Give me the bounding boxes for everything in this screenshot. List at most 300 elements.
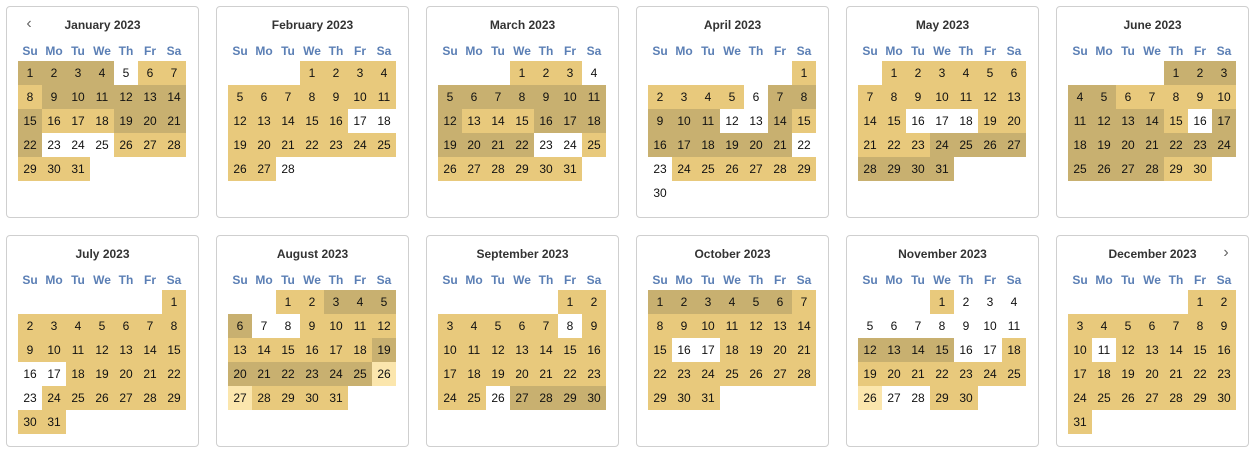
day-cell[interactable]: 17: [978, 338, 1002, 362]
day-cell[interactable]: 2: [1212, 290, 1236, 314]
day-cell[interactable]: 7: [906, 314, 930, 338]
day-cell[interactable]: 5: [720, 85, 744, 109]
day-cell[interactable]: 28: [792, 362, 816, 386]
day-cell[interactable]: 31: [696, 386, 720, 410]
day-cell[interactable]: 11: [348, 314, 372, 338]
day-cell[interactable]: 18: [720, 338, 744, 362]
day-cell[interactable]: 14: [138, 338, 162, 362]
day-cell[interactable]: 13: [768, 314, 792, 338]
day-cell[interactable]: 17: [42, 362, 66, 386]
day-cell[interactable]: 23: [648, 157, 672, 181]
day-cell[interactable]: 4: [1002, 290, 1026, 314]
day-cell[interactable]: 30: [906, 157, 930, 181]
day-cell[interactable]: 4: [66, 314, 90, 338]
day-cell[interactable]: 7: [534, 314, 558, 338]
day-cell[interactable]: 13: [462, 109, 486, 133]
day-cell[interactable]: 1: [558, 290, 582, 314]
day-cell[interactable]: 7: [858, 85, 882, 109]
day-cell[interactable]: 4: [1068, 85, 1092, 109]
day-cell[interactable]: 3: [324, 290, 348, 314]
day-cell[interactable]: 9: [906, 85, 930, 109]
day-cell[interactable]: 1: [162, 290, 186, 314]
day-cell[interactable]: 13: [1116, 109, 1140, 133]
day-cell[interactable]: 14: [486, 109, 510, 133]
day-cell[interactable]: 14: [534, 338, 558, 362]
day-cell[interactable]: 11: [372, 85, 396, 109]
day-cell[interactable]: 20: [882, 362, 906, 386]
day-cell[interactable]: 26: [486, 386, 510, 410]
day-cell[interactable]: 20: [228, 362, 252, 386]
day-cell[interactable]: 25: [720, 362, 744, 386]
day-cell[interactable]: 8: [1188, 314, 1212, 338]
day-cell[interactable]: 12: [744, 314, 768, 338]
day-cell[interactable]: 6: [768, 290, 792, 314]
day-cell[interactable]: 6: [138, 61, 162, 85]
day-cell[interactable]: 27: [114, 386, 138, 410]
day-cell[interactable]: 18: [696, 133, 720, 157]
day-cell[interactable]: 27: [768, 362, 792, 386]
day-cell[interactable]: 1: [792, 61, 816, 85]
day-cell[interactable]: 18: [66, 362, 90, 386]
day-cell[interactable]: 12: [90, 338, 114, 362]
day-cell[interactable]: 30: [582, 386, 606, 410]
day-cell[interactable]: 2: [648, 85, 672, 109]
day-cell[interactable]: 8: [18, 85, 42, 109]
day-cell[interactable]: 11: [90, 85, 114, 109]
day-cell[interactable]: 19: [744, 338, 768, 362]
day-cell[interactable]: 15: [510, 109, 534, 133]
day-cell[interactable]: 24: [696, 362, 720, 386]
day-cell[interactable]: 16: [1188, 109, 1212, 133]
day-cell[interactable]: 12: [438, 109, 462, 133]
day-cell[interactable]: 27: [1116, 157, 1140, 181]
day-cell[interactable]: 26: [372, 362, 396, 386]
day-cell[interactable]: 20: [768, 338, 792, 362]
day-cell[interactable]: 25: [348, 362, 372, 386]
day-cell[interactable]: 16: [18, 362, 42, 386]
day-cell[interactable]: 23: [1212, 362, 1236, 386]
day-cell[interactable]: 28: [276, 157, 300, 181]
day-cell[interactable]: 4: [90, 61, 114, 85]
day-cell[interactable]: 3: [696, 290, 720, 314]
day-cell[interactable]: 26: [1116, 386, 1140, 410]
day-cell[interactable]: 8: [558, 314, 582, 338]
day-cell[interactable]: 1: [300, 61, 324, 85]
day-cell[interactable]: 20: [510, 362, 534, 386]
day-cell[interactable]: 12: [858, 338, 882, 362]
day-cell[interactable]: 21: [768, 133, 792, 157]
day-cell[interactable]: 18: [1002, 338, 1026, 362]
day-cell[interactable]: 9: [582, 314, 606, 338]
day-cell[interactable]: 29: [648, 386, 672, 410]
day-cell[interactable]: 26: [114, 133, 138, 157]
day-cell[interactable]: 6: [228, 314, 252, 338]
day-cell[interactable]: 15: [18, 109, 42, 133]
day-cell[interactable]: 24: [324, 362, 348, 386]
day-cell[interactable]: 17: [1068, 362, 1092, 386]
day-cell[interactable]: 21: [276, 133, 300, 157]
day-cell[interactable]: 1: [648, 290, 672, 314]
day-cell[interactable]: 11: [696, 109, 720, 133]
day-cell[interactable]: 19: [486, 362, 510, 386]
day-cell[interactable]: 18: [954, 109, 978, 133]
day-cell[interactable]: 13: [1002, 85, 1026, 109]
day-cell[interactable]: 8: [300, 85, 324, 109]
day-cell[interactable]: 10: [438, 338, 462, 362]
day-cell[interactable]: 14: [858, 109, 882, 133]
day-cell[interactable]: 23: [1188, 133, 1212, 157]
day-cell[interactable]: 9: [42, 85, 66, 109]
day-cell[interactable]: 22: [162, 362, 186, 386]
day-cell[interactable]: 3: [978, 290, 1002, 314]
day-cell[interactable]: 8: [1164, 85, 1188, 109]
day-cell[interactable]: 5: [228, 85, 252, 109]
day-cell[interactable]: 23: [954, 362, 978, 386]
day-cell[interactable]: 17: [438, 362, 462, 386]
day-cell[interactable]: 3: [1068, 314, 1092, 338]
day-cell[interactable]: 19: [978, 109, 1002, 133]
day-cell[interactable]: 30: [300, 386, 324, 410]
day-cell[interactable]: 27: [882, 386, 906, 410]
day-cell[interactable]: 29: [1188, 386, 1212, 410]
day-cell[interactable]: 15: [162, 338, 186, 362]
day-cell[interactable]: 3: [930, 61, 954, 85]
day-cell[interactable]: 16: [300, 338, 324, 362]
day-cell[interactable]: 17: [696, 338, 720, 362]
day-cell[interactable]: 29: [792, 157, 816, 181]
day-cell[interactable]: 16: [906, 109, 930, 133]
day-cell[interactable]: 12: [486, 338, 510, 362]
day-cell[interactable]: 25: [954, 133, 978, 157]
day-cell[interactable]: 2: [300, 290, 324, 314]
day-cell[interactable]: 15: [1188, 338, 1212, 362]
day-cell[interactable]: 11: [720, 314, 744, 338]
day-cell[interactable]: 28: [858, 157, 882, 181]
day-cell[interactable]: 1: [510, 61, 534, 85]
day-cell[interactable]: 27: [462, 157, 486, 181]
day-cell[interactable]: 31: [1068, 410, 1092, 434]
day-cell[interactable]: 17: [324, 338, 348, 362]
day-cell[interactable]: 21: [792, 338, 816, 362]
day-cell[interactable]: 3: [42, 314, 66, 338]
day-cell[interactable]: 5: [1116, 314, 1140, 338]
day-cell[interactable]: 25: [582, 133, 606, 157]
day-cell[interactable]: 5: [858, 314, 882, 338]
day-cell[interactable]: 9: [648, 109, 672, 133]
day-cell[interactable]: 2: [582, 290, 606, 314]
day-cell[interactable]: 19: [228, 133, 252, 157]
day-cell[interactable]: 17: [672, 133, 696, 157]
day-cell[interactable]: 8: [276, 314, 300, 338]
day-cell[interactable]: 16: [954, 338, 978, 362]
day-cell[interactable]: 16: [648, 133, 672, 157]
day-cell[interactable]: 27: [228, 386, 252, 410]
day-cell[interactable]: 10: [558, 85, 582, 109]
day-cell[interactable]: 14: [1140, 109, 1164, 133]
day-cell[interactable]: 18: [582, 109, 606, 133]
day-cell[interactable]: 17: [1212, 109, 1236, 133]
day-cell[interactable]: 29: [276, 386, 300, 410]
day-cell[interactable]: 6: [462, 85, 486, 109]
day-cell[interactable]: 17: [930, 109, 954, 133]
day-cell[interactable]: 24: [1212, 133, 1236, 157]
day-cell[interactable]: 18: [1068, 133, 1092, 157]
day-cell[interactable]: 23: [582, 362, 606, 386]
day-cell[interactable]: 23: [42, 133, 66, 157]
day-cell[interactable]: 14: [906, 338, 930, 362]
day-cell[interactable]: 15: [930, 338, 954, 362]
day-cell[interactable]: 19: [114, 109, 138, 133]
day-cell[interactable]: 5: [744, 290, 768, 314]
day-cell[interactable]: 6: [1140, 314, 1164, 338]
day-cell[interactable]: 8: [510, 85, 534, 109]
day-cell[interactable]: 16: [324, 109, 348, 133]
day-cell[interactable]: 29: [162, 386, 186, 410]
day-cell[interactable]: 9: [954, 314, 978, 338]
day-cell[interactable]: 7: [486, 85, 510, 109]
day-cell[interactable]: 15: [558, 338, 582, 362]
day-cell[interactable]: 4: [720, 290, 744, 314]
day-cell[interactable]: 23: [534, 133, 558, 157]
day-cell[interactable]: 22: [792, 133, 816, 157]
day-cell[interactable]: 10: [1212, 85, 1236, 109]
day-cell[interactable]: 23: [324, 133, 348, 157]
day-cell[interactable]: 18: [1092, 362, 1116, 386]
day-cell[interactable]: 11: [1092, 338, 1116, 362]
day-cell[interactable]: 4: [696, 85, 720, 109]
day-cell[interactable]: 9: [1212, 314, 1236, 338]
day-cell[interactable]: 3: [438, 314, 462, 338]
day-cell[interactable]: 4: [372, 61, 396, 85]
day-cell[interactable]: 13: [1140, 338, 1164, 362]
day-cell[interactable]: 16: [1212, 338, 1236, 362]
day-cell[interactable]: 9: [18, 338, 42, 362]
day-cell[interactable]: 13: [510, 338, 534, 362]
day-cell[interactable]: 22: [18, 133, 42, 157]
day-cell[interactable]: 15: [1164, 109, 1188, 133]
day-cell[interactable]: 5: [114, 61, 138, 85]
day-cell[interactable]: 12: [372, 314, 396, 338]
day-cell[interactable]: 11: [582, 85, 606, 109]
day-cell[interactable]: 6: [882, 314, 906, 338]
day-cell[interactable]: 21: [1164, 362, 1188, 386]
day-cell[interactable]: 1: [18, 61, 42, 85]
day-cell[interactable]: 22: [558, 362, 582, 386]
day-cell[interactable]: 4: [954, 61, 978, 85]
day-cell[interactable]: 20: [138, 109, 162, 133]
day-cell[interactable]: 8: [792, 85, 816, 109]
day-cell[interactable]: 18: [348, 338, 372, 362]
day-cell[interactable]: 24: [930, 133, 954, 157]
day-cell[interactable]: 4: [348, 290, 372, 314]
day-cell[interactable]: 6: [1002, 61, 1026, 85]
day-cell[interactable]: 7: [1140, 85, 1164, 109]
day-cell[interactable]: 6: [252, 85, 276, 109]
day-cell[interactable]: 8: [162, 314, 186, 338]
day-cell[interactable]: 26: [90, 386, 114, 410]
day-cell[interactable]: 28: [486, 157, 510, 181]
day-cell[interactable]: 26: [1092, 157, 1116, 181]
day-cell[interactable]: 15: [300, 109, 324, 133]
day-cell[interactable]: 11: [1002, 314, 1026, 338]
day-cell[interactable]: 19: [720, 133, 744, 157]
day-cell[interactable]: 28: [906, 386, 930, 410]
day-cell[interactable]: 4: [582, 61, 606, 85]
day-cell[interactable]: 13: [228, 338, 252, 362]
day-cell[interactable]: 18: [372, 109, 396, 133]
day-cell[interactable]: 11: [66, 338, 90, 362]
day-cell[interactable]: 18: [462, 362, 486, 386]
day-cell[interactable]: 12: [978, 85, 1002, 109]
day-cell[interactable]: 5: [1092, 85, 1116, 109]
day-cell[interactable]: 20: [1140, 362, 1164, 386]
day-cell[interactable]: 20: [462, 133, 486, 157]
day-cell[interactable]: 3: [348, 61, 372, 85]
day-cell[interactable]: 26: [744, 362, 768, 386]
day-cell[interactable]: 21: [138, 362, 162, 386]
day-cell[interactable]: 27: [252, 157, 276, 181]
day-cell[interactable]: 22: [300, 133, 324, 157]
day-cell[interactable]: 20: [114, 362, 138, 386]
day-cell[interactable]: 19: [90, 362, 114, 386]
day-cell[interactable]: 25: [1068, 157, 1092, 181]
day-cell[interactable]: 3: [1212, 61, 1236, 85]
day-cell[interactable]: 30: [18, 410, 42, 434]
day-cell[interactable]: 11: [954, 85, 978, 109]
day-cell[interactable]: 31: [558, 157, 582, 181]
day-cell[interactable]: 6: [114, 314, 138, 338]
day-cell[interactable]: 23: [300, 362, 324, 386]
day-cell[interactable]: 12: [720, 109, 744, 133]
day-cell[interactable]: 5: [978, 61, 1002, 85]
day-cell[interactable]: 28: [768, 157, 792, 181]
day-cell[interactable]: 31: [930, 157, 954, 181]
day-cell[interactable]: 25: [90, 133, 114, 157]
day-cell[interactable]: 30: [42, 157, 66, 181]
day-cell[interactable]: 21: [1140, 133, 1164, 157]
day-cell[interactable]: 26: [438, 157, 462, 181]
day-cell[interactable]: 7: [276, 85, 300, 109]
day-cell[interactable]: 15: [276, 338, 300, 362]
day-cell[interactable]: 22: [1164, 133, 1188, 157]
day-cell[interactable]: 5: [90, 314, 114, 338]
day-cell[interactable]: 24: [978, 362, 1002, 386]
day-cell[interactable]: 20: [1002, 109, 1026, 133]
day-cell[interactable]: 26: [228, 157, 252, 181]
day-cell[interactable]: 5: [486, 314, 510, 338]
day-cell[interactable]: 20: [252, 133, 276, 157]
day-cell[interactable]: 2: [672, 290, 696, 314]
day-cell[interactable]: 28: [1140, 157, 1164, 181]
day-cell[interactable]: 10: [42, 338, 66, 362]
day-cell[interactable]: 19: [1092, 133, 1116, 157]
day-cell[interactable]: 2: [1188, 61, 1212, 85]
day-cell[interactable]: 30: [954, 386, 978, 410]
day-cell[interactable]: 23: [18, 386, 42, 410]
day-cell[interactable]: 5: [438, 85, 462, 109]
day-cell[interactable]: 2: [42, 61, 66, 85]
day-cell[interactable]: 30: [1212, 386, 1236, 410]
chevron-right-icon[interactable]: ›: [1223, 244, 1229, 261]
day-cell[interactable]: 7: [768, 85, 792, 109]
day-cell[interactable]: 7: [138, 314, 162, 338]
day-cell[interactable]: 10: [348, 85, 372, 109]
day-cell[interactable]: 16: [582, 338, 606, 362]
day-cell[interactable]: 19: [858, 362, 882, 386]
day-cell[interactable]: 29: [882, 157, 906, 181]
day-cell[interactable]: 26: [858, 386, 882, 410]
day-cell[interactable]: 19: [438, 133, 462, 157]
day-cell[interactable]: 2: [18, 314, 42, 338]
day-cell[interactable]: 7: [792, 290, 816, 314]
day-cell[interactable]: 24: [1068, 386, 1092, 410]
day-cell[interactable]: 22: [276, 362, 300, 386]
day-cell[interactable]: 14: [252, 338, 276, 362]
day-cell[interactable]: 17: [348, 109, 372, 133]
day-cell[interactable]: 18: [90, 109, 114, 133]
day-cell[interactable]: 1: [930, 290, 954, 314]
day-cell[interactable]: 6: [510, 314, 534, 338]
day-cell[interactable]: 13: [138, 85, 162, 109]
day-cell[interactable]: 25: [1002, 362, 1026, 386]
day-cell[interactable]: 23: [906, 133, 930, 157]
day-cell[interactable]: 5: [372, 290, 396, 314]
day-cell[interactable]: 31: [324, 386, 348, 410]
day-cell[interactable]: 22: [930, 362, 954, 386]
day-cell[interactable]: 13: [252, 109, 276, 133]
day-cell[interactable]: 7: [1164, 314, 1188, 338]
day-cell[interactable]: 21: [534, 362, 558, 386]
day-cell[interactable]: 9: [324, 85, 348, 109]
day-cell[interactable]: 12: [1116, 338, 1140, 362]
day-cell[interactable]: 21: [906, 362, 930, 386]
day-cell[interactable]: 14: [162, 85, 186, 109]
day-cell[interactable]: 10: [1068, 338, 1092, 362]
day-cell[interactable]: 10: [696, 314, 720, 338]
day-cell[interactable]: 14: [1164, 338, 1188, 362]
day-cell[interactable]: 29: [930, 386, 954, 410]
day-cell[interactable]: 30: [1188, 157, 1212, 181]
day-cell[interactable]: 2: [324, 61, 348, 85]
day-cell[interactable]: 19: [1116, 362, 1140, 386]
day-cell[interactable]: 8: [930, 314, 954, 338]
day-cell[interactable]: 30: [534, 157, 558, 181]
day-cell[interactable]: 3: [66, 61, 90, 85]
day-cell[interactable]: 6: [744, 85, 768, 109]
day-cell[interactable]: 13: [744, 109, 768, 133]
day-cell[interactable]: 28: [534, 386, 558, 410]
day-cell[interactable]: 22: [882, 133, 906, 157]
day-cell[interactable]: 1: [1188, 290, 1212, 314]
day-cell[interactable]: 25: [1092, 386, 1116, 410]
day-cell[interactable]: 8: [882, 85, 906, 109]
day-cell[interactable]: 7: [162, 61, 186, 85]
day-cell[interactable]: 14: [768, 109, 792, 133]
day-cell[interactable]: 7: [252, 314, 276, 338]
day-cell[interactable]: 28: [162, 133, 186, 157]
day-cell[interactable]: 14: [792, 314, 816, 338]
day-cell[interactable]: 10: [930, 85, 954, 109]
day-cell[interactable]: 29: [558, 386, 582, 410]
day-cell[interactable]: 30: [672, 386, 696, 410]
day-cell[interactable]: 1: [276, 290, 300, 314]
day-cell[interactable]: 29: [1164, 157, 1188, 181]
day-cell[interactable]: 3: [672, 85, 696, 109]
day-cell[interactable]: 28: [1164, 386, 1188, 410]
day-cell[interactable]: 22: [510, 133, 534, 157]
day-cell[interactable]: 13: [882, 338, 906, 362]
chevron-left-icon[interactable]: ‹: [26, 15, 32, 32]
